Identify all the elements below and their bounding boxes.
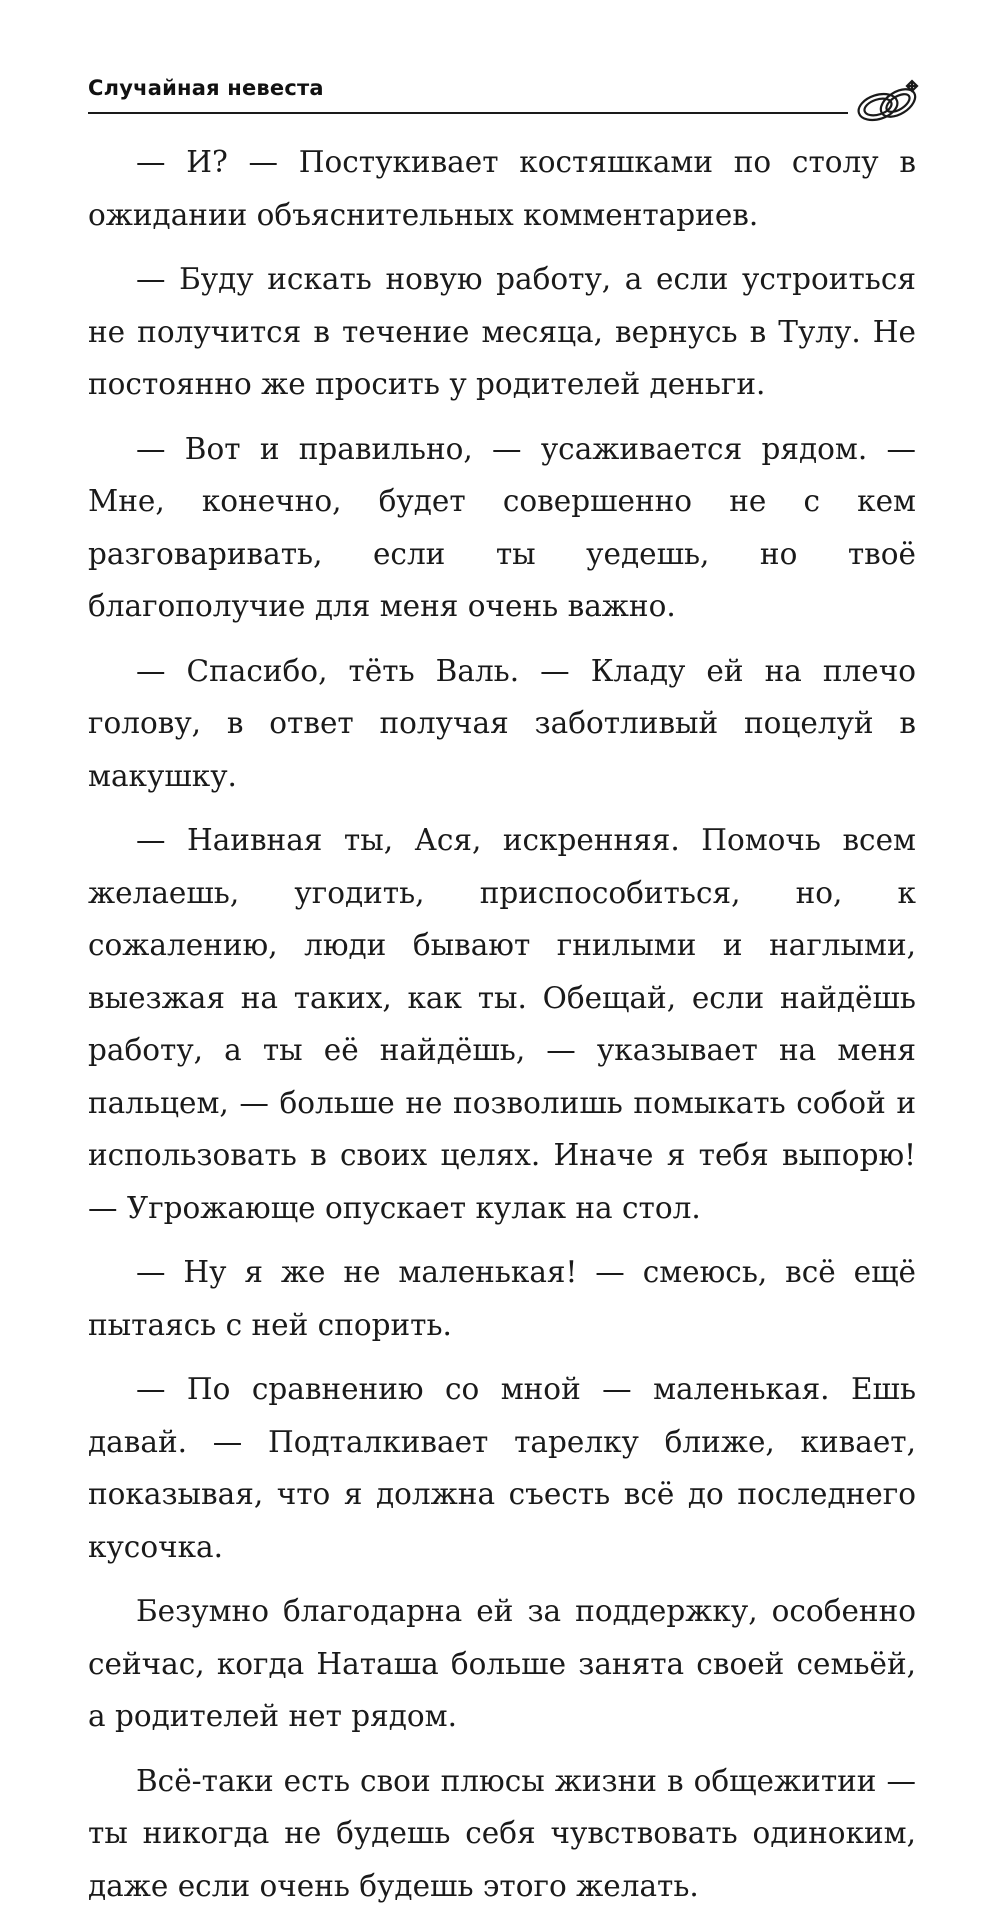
header-rule (88, 112, 848, 114)
paragraph: Всё-таки есть свои плюсы жизни в общежитии — ты никогда не будешь себя чувствовать одиноким, даже если очень будешь этого желать. (88, 1763, 916, 1903)
paragraph: — Спасибо, тёть Валь. — Кладу ей на плечо голову, в ответ получая заботливый поцелуй в макушку. (88, 653, 916, 793)
body-text (88, 136, 916, 1924)
paragraph: Безумно благодарна ей за поддержку, особенно сейчас, когда Наташа больше занята своей семьёй, а родителей нет рядом. (88, 1594, 916, 1733)
running-header-title: Случайная невеста (88, 76, 324, 100)
paragraph: — Ну я же не маленькая! — смеюсь, всё ещё пытаясь с ней спорить. (88, 1255, 916, 1342)
paragraph: — И? — Постукивает костяшками по столу в ожидании объяснительных комментариев. (88, 145, 916, 232)
paragraph: — Буду искать новую работу, а если устроиться не получится в течение месяца, вернусь в Тулу. Не постоянно же просить у родителей деньги. (88, 262, 916, 401)
running-header (88, 68, 920, 124)
wedding-rings-icon (852, 78, 924, 124)
paragraph: — Вот и правильно, — усаживается рядом. — Мне, конечно, будет совершенно не с кем разговаривать, если ты уедешь, но твоё благополучие для меня очень важно. (88, 431, 916, 623)
paragraph: — По сравнению со мной — маленькая. Ешь давай. — Подталкивает тарелку ближе, кивает, показывая, что я должна съесть всё до последнего кусочка. (88, 1372, 916, 1564)
paragraph: — Наивная ты, Ася, искренняя. Помочь всем желаешь, угодить, приспособиться, но, к сожалению, люди бывают гнилыми и наглыми, выезжая на таких, как ты. Обещай, если найдёшь работу, а ты её найдёшь, — указывает на меня пальцем, — больше не позволишь помыкать собой и использовать в своих целях. Иначе я тебя выпорю! — Угрожающе опускает кулак на стол. (88, 823, 916, 1225)
